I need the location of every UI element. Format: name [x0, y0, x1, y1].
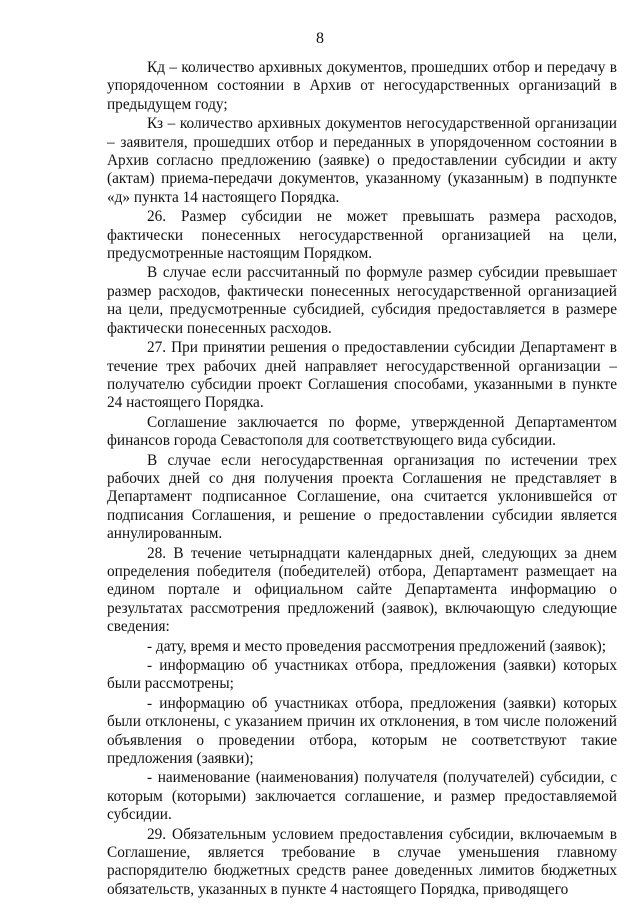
- paragraph-27-agreement-form: Соглашение заключается по форме, утвержденной Департаментом финансов города Севастополя для соответствующего вида субсидии.: [107, 413, 617, 450]
- paragraph-26: 26. Размер субсидии не может превышать размера расходов, фактически понесенных негосударственной организацией на цели, предусмотренные настоящим Порядком.: [107, 208, 617, 263]
- document-body: [107, 59, 617, 899]
- page-number: 8: [316, 30, 324, 47]
- list-item-rejected-participants: - информацию об участниках отбора, предложения (заявки) которых были отклонены, с указанием причин их отклонения, в том числе положений объявления о проведении отбора, которым не соответствуют такие предложения (заявки);: [107, 694, 617, 768]
- paragraph-27: 27. При принятии решения о предоставлении субсидии Департамент в течение трех рабочих дней направляет негосударственной организации – получателю субсидии проект Соглашения способами, указанными в пункте 24 настоящего Порядка.: [107, 339, 617, 412]
- paragraph-kd-definition: Кд – количество архивных документов, прошедших отбор и передачу в упорядоченном состоянии в Архив от негосударственных организаций в предыдущем году;: [107, 59, 617, 113]
- paragraph-kz-definition: Кз – количество архивных документов негосударственной организации – заявителя, прошедших отбор и переданных в упорядоченном состоянии в Архив согласно предложению (заявке) о предоставлении субсидии и акту (актам) приема-передачи документов, указанному (указанным) в подпункте «д» пункта 14 настоящего Порядка.: [107, 115, 617, 206]
- list-item-recipients: - наименование (наименования) получателя (получателей) субсидии, с которым (которыми) заключается соглашение, и размер предоставляемой субсидии.: [107, 769, 617, 824]
- paragraph-28: 28. В течение четырнадцати календарных дней, следующих за днем определения победителя (победителей) отбора, Департамент размещает на едином портале и официальном сайте Департамента информацию о результатах рассмотрения предложений (заявок), включающую следующие сведения:: [107, 544, 617, 636]
- list-item-date-time-place: - дату, время и место проведения рассмотрения предложений (заявок);: [147, 637, 606, 655]
- list-item-considered-participants: - информацию об участниках отбора, предложения (заявки) которых были рассмотрены;: [107, 657, 617, 693]
- paragraph-26-excess: В случае если рассчитанный по формуле размер субсидии превышает размер расходов, фактически понесенных негосударственной организацией на цели, предусмотренные субсидией, субсидия предоставляется в размере фактически понесенных расходов.: [107, 264, 617, 337]
- paragraph-29: 29. Обязательным условием предоставления субсидии, включаемым в Соглашение, является требование в случае уменьшения главному распорядителю бюджетных средств ранее доведенных лимитов бюджетных обязательств, указанных в пункте 4 настоящего Порядка, приводящего: [107, 825, 617, 898]
- paragraph-27-evasion: В случае если негосударственная организация по истечении трех рабочих дней со дня получения проекта Соглашения не представляет в Департамент подписанное Соглашение, она считается уклонившейся от подписания Соглашения, и решение о предоставлении субсидии является аннулированным.: [107, 451, 617, 543]
